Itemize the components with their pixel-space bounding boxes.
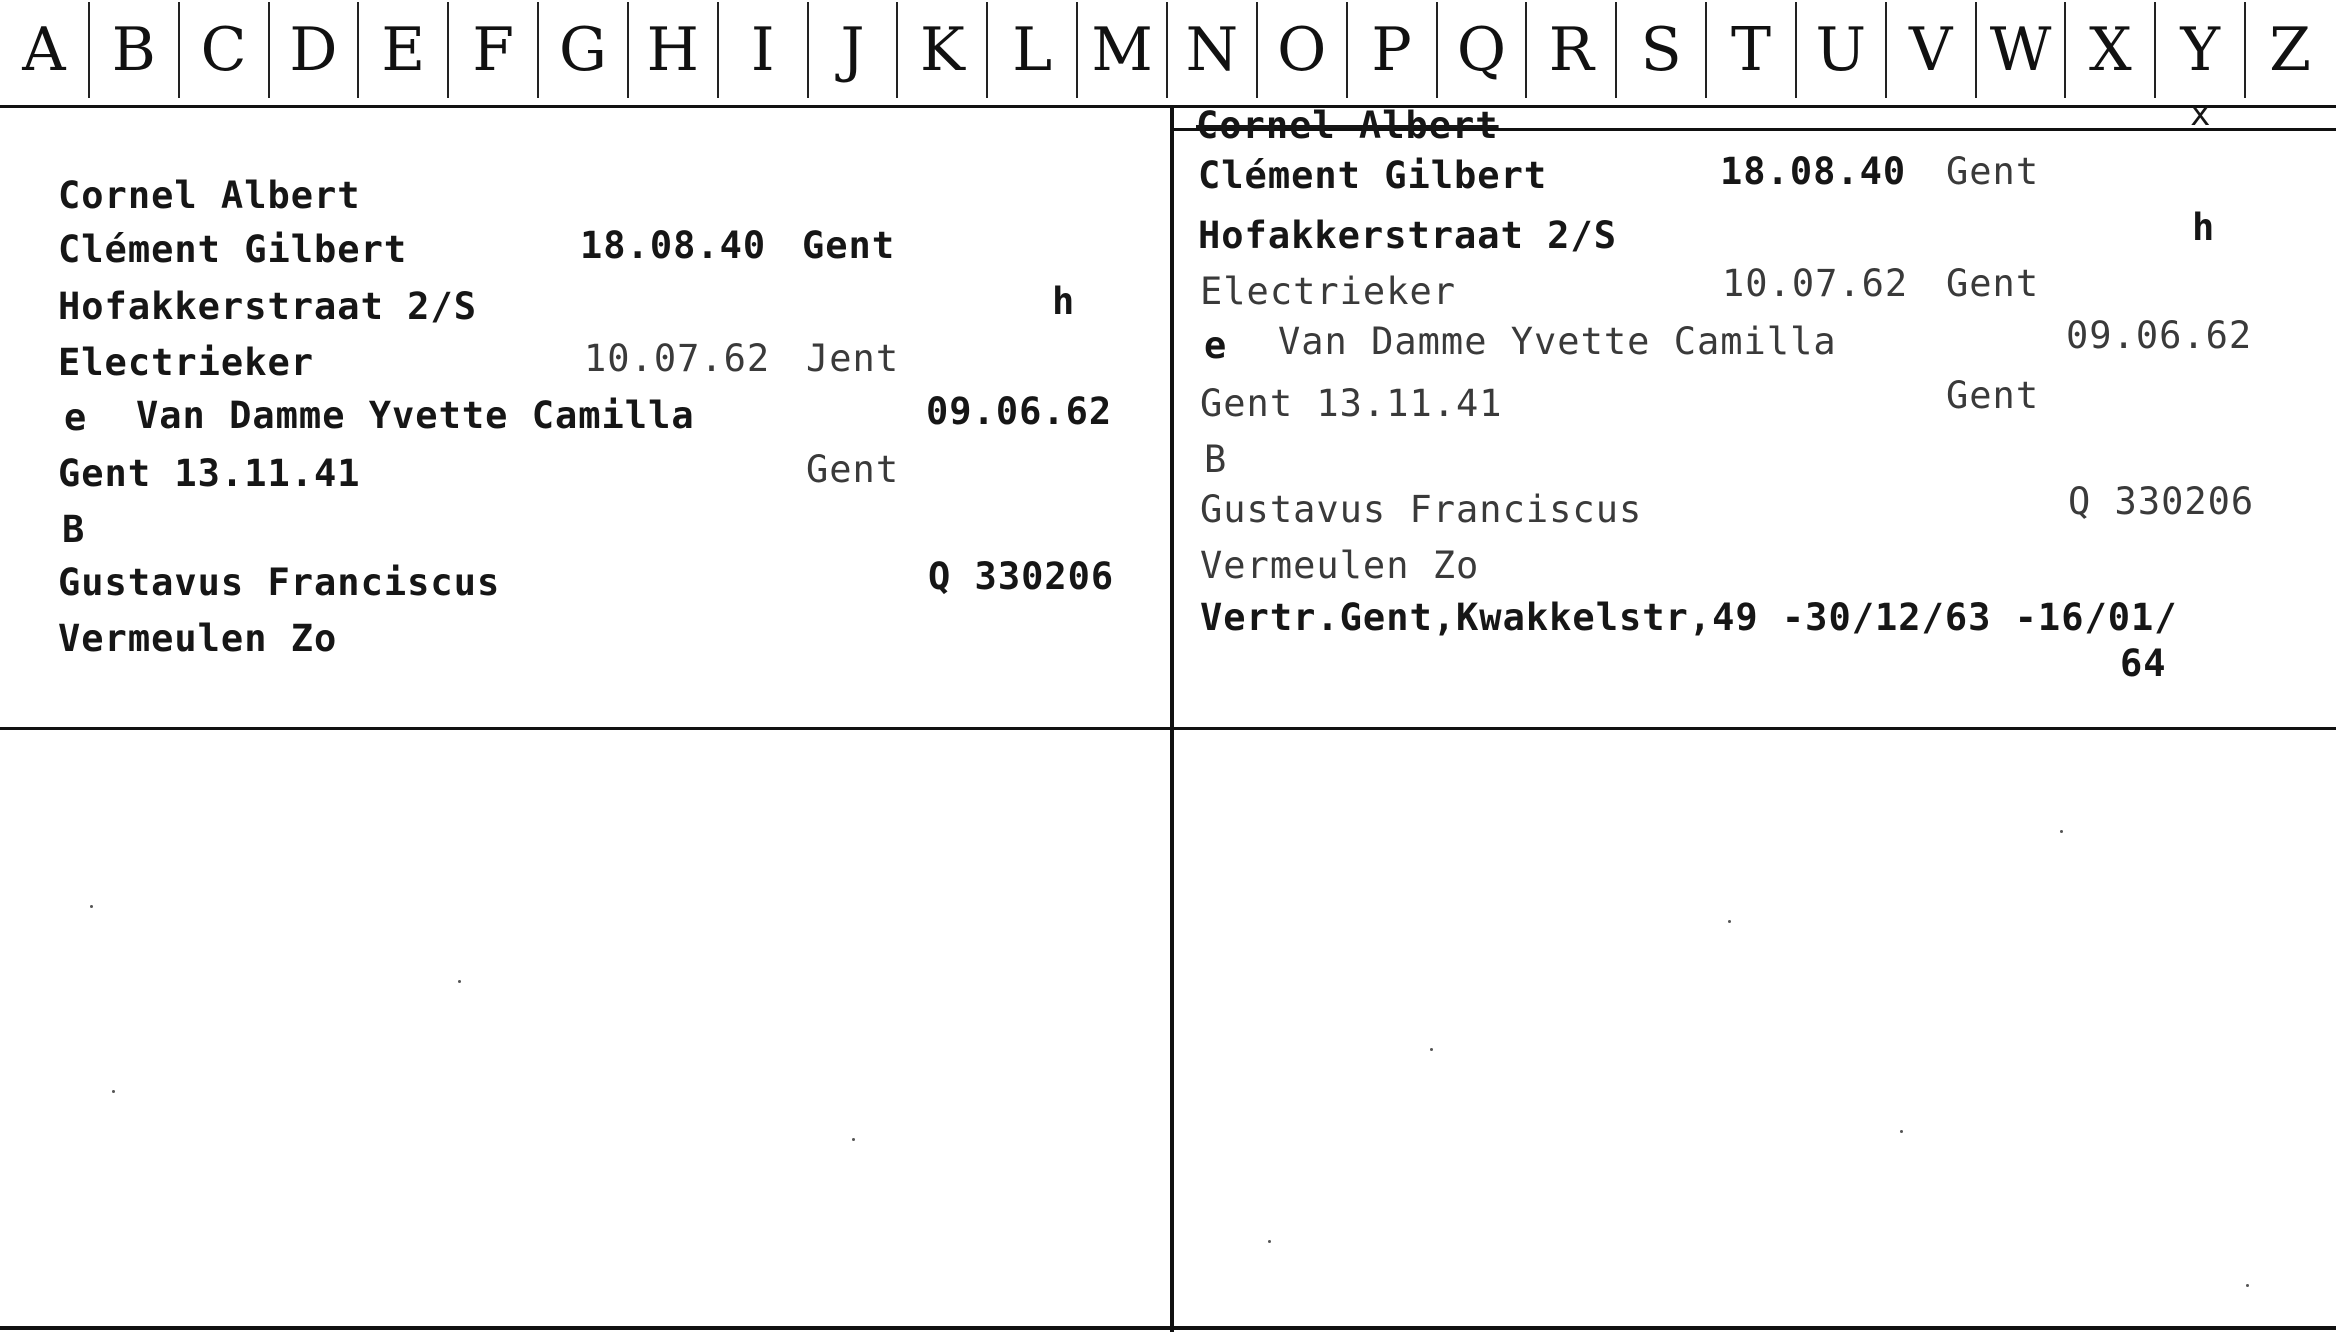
alphabet-tab-n: N <box>1168 2 1258 98</box>
alphabet-tab-c: C <box>180 2 270 98</box>
left-marriage-date: 09.06.62 <box>926 390 1113 433</box>
alphabet-tab-p: P <box>1348 2 1438 98</box>
scan-speck <box>90 905 93 908</box>
alphabet-tab-u: U <box>1797 2 1887 98</box>
right-first-names: Clément Gilbert <box>1198 154 1548 197</box>
right-moved-line: Vertr.Gent,Kwakkelstr,49 -30/12/63 -16/01/ <box>1200 596 2178 639</box>
left-spouse-prefix: e <box>64 396 88 439</box>
right-marriage-date: 09.06.62 <box>2066 314 2253 357</box>
left-record-bottom-border <box>0 727 1170 730</box>
right-file-number: Q 330206 <box>2068 480 2255 523</box>
left-birth-date: 18.08.40 <box>580 224 767 267</box>
alphabet-tab-m: M <box>1078 2 1168 98</box>
alphabet-tab-j: J <box>809 2 899 98</box>
alphabet-tab-k: K <box>898 2 988 98</box>
right-spouse-prefix: e <box>1204 324 1228 367</box>
left-file-number: Q 330206 <box>928 555 1115 598</box>
left-occupation: Electrieker <box>58 341 315 384</box>
alphabet-tab-b: B <box>90 2 180 98</box>
alphabet-tab-f: F <box>449 2 539 98</box>
left-parent-line: Vermeulen Zo <box>58 617 338 660</box>
scan-speck <box>112 1090 115 1093</box>
right-mark-h: h <box>2192 206 2216 249</box>
left-registration-place: Jent <box>806 337 900 380</box>
card-bottom-border <box>0 1326 2336 1330</box>
left-parent-names: Gustavus Franciscus <box>58 561 501 604</box>
alphabet-tab-r: R <box>1527 2 1617 98</box>
alphabet-tab-x: X <box>2066 2 2156 98</box>
right-spouse-birth: Gent 13.11.41 <box>1200 382 1503 425</box>
alphabet-tab-z: Z <box>2269 15 2311 85</box>
left-spouse-birth: Gent 13.11.41 <box>58 452 361 495</box>
alphabet-tab-v: V <box>1887 2 1977 98</box>
left-code-b: B <box>62 508 86 551</box>
left-registration-date: 10.07.62 <box>584 337 771 380</box>
left-mark-h: h <box>1052 280 1076 323</box>
left-birth-place: Gent <box>802 224 896 267</box>
alphabet-tab-q: Q <box>1438 2 1528 98</box>
scan-speck <box>1430 1048 1433 1051</box>
alphabet-tab-l: L <box>988 2 1078 98</box>
left-spouse-birth-place: Gent <box>806 448 900 491</box>
alphabet-tab-h: H <box>629 2 719 98</box>
right-mark-x: x <box>2190 94 2211 134</box>
right-parent-line: Vermeulen Zo <box>1200 544 1480 587</box>
scan-speck <box>2246 1284 2249 1287</box>
right-names-line: Cornel Albert <box>1196 104 1499 147</box>
right-code-b: B <box>1204 438 1228 481</box>
scan-speck <box>2060 830 2063 833</box>
center-divider <box>1170 105 1174 1332</box>
alphabet-tab-a: A <box>0 2 90 98</box>
scan-speck <box>852 1138 855 1141</box>
right-birth-place: Gent <box>1946 150 2040 193</box>
alphabet-tab-d: D <box>270 2 360 98</box>
right-occupation: Electrieker <box>1200 270 1457 313</box>
scan-speck <box>458 980 461 983</box>
scan-speck <box>1268 1240 1271 1243</box>
right-record-bottom-border <box>1174 727 2336 730</box>
alphabet-tab-g: G <box>539 2 629 98</box>
alphabet-tab-w: W <box>1977 2 2067 98</box>
right-parent-names: Gustavus Franciscus <box>1200 488 1643 531</box>
alphabet-tab-i: I <box>719 2 809 98</box>
right-birth-date: 18.08.40 <box>1720 150 1907 193</box>
alphabet-tab-t: T <box>1707 2 1797 98</box>
alphabet-tab-s: S <box>1617 2 1707 98</box>
scan-speck <box>1900 1130 1903 1133</box>
left-first-names: Clément Gilbert <box>58 228 408 271</box>
alphabet-tab-e: E <box>359 2 449 98</box>
alphabet-tab-o: O <box>1258 2 1348 98</box>
left-street: Hofakkerstraat 2/S <box>58 285 477 328</box>
alphabet-tab-y: Y <box>2156 2 2246 98</box>
right-street: Hofakkerstraat 2/S <box>1198 214 1617 257</box>
left-names-line: Cornel Albert <box>58 174 361 217</box>
scan-speck <box>1728 920 1731 923</box>
right-spouse-name: Van Damme Yvette Camilla <box>1278 320 1837 363</box>
alphabet-tab-row <box>0 0 2336 108</box>
right-moved-year: 64 <box>2120 642 2167 685</box>
left-spouse-name: Van Damme Yvette Camilla <box>136 394 695 437</box>
right-registration-date: 10.07.62 <box>1722 262 1909 305</box>
right-registration-place: Gent <box>1946 262 2040 305</box>
right-spouse-birth-place: Gent <box>1946 374 2040 417</box>
